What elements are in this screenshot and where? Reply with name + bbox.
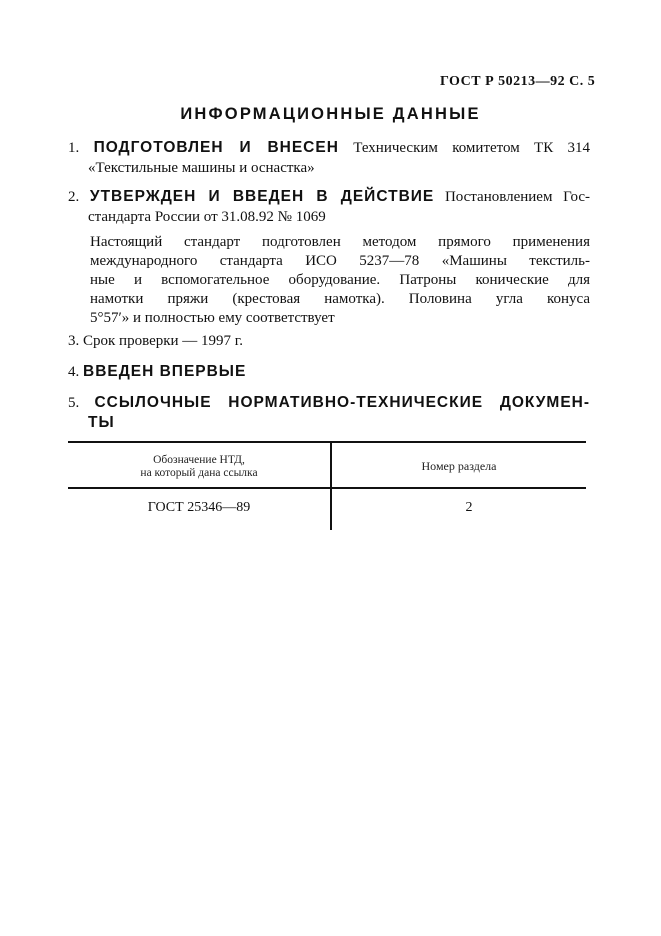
table-top-rule [68, 441, 586, 443]
item-4-heading: ВВЕДЕН ВПЕРВЫЕ [83, 363, 247, 380]
item-4 [68, 362, 590, 382]
item-2-line-2: стандарта России от 31.08.92 № 1069 [88, 209, 326, 225]
table-header-ntd-line-2: на который дана ссылка [140, 467, 258, 479]
table-column-divider [330, 443, 332, 530]
table-header-ntd-line-1: Обозначение НТД, [153, 454, 245, 466]
table-cell-section: 2 [465, 500, 473, 515]
document-code-header: ГОСТ Р 50213—92 С. 5 [440, 74, 596, 89]
page-title: ИНФОРМАЦИОННЫЕ ДАННЫЕ [180, 105, 481, 123]
paragraph-line: международного стандарта ИСО 5237—78 «Машины текстиль- [90, 253, 590, 269]
item-1-line-2: «Текстильные машины и оснастка» [88, 160, 315, 176]
paragraph-line: намотки пряжи (крестовая намотка). Половина угла конуса [90, 291, 590, 307]
item-1-heading: ПОДГОТОВЛЕН И ВНЕСЕН [93, 139, 339, 156]
item-1-text: Техническим комитетом ТК 314 [353, 140, 591, 156]
item-2 [68, 187, 590, 227]
standard-paragraph [90, 233, 590, 328]
item-1 [68, 138, 590, 178]
item-5-heading: ССЫЛОЧНЫЕ НОРМАТИВНО-ТЕХНИЧЕСКИЕ ДОКУМЕН- [94, 394, 591, 411]
item-2-text: Постановлением Гос- [444, 189, 590, 205]
paragraph-line: ные и вспомогательное оборудование. Патроны конические для [90, 272, 590, 288]
paragraph-line: Настоящий стандарт подготовлен методом прямого применения [90, 234, 590, 250]
table-header-section: Номер раздела [421, 459, 497, 473]
item-5-line-1 [68, 393, 590, 413]
item-3-number: 3. [68, 333, 80, 349]
item-4-number: 4. [68, 364, 80, 380]
table-cell-doc: ГОСТ 25346—89 [147, 500, 251, 515]
item-3-text: Срок проверки — 1997 г. [83, 333, 243, 349]
item-1-line-1 [68, 138, 590, 158]
item-5 [68, 393, 590, 433]
item-3 [68, 331, 590, 351]
item-5-heading-cont: ТЫ [88, 414, 115, 431]
item-2-heading: УТВЕРЖДЕН И ВВЕДЕН В ДЕЙСТВИЕ [89, 188, 435, 205]
table-header-ntd [68, 454, 330, 480]
item-2-line-1 [68, 187, 590, 207]
item-2-number: 2. [68, 189, 80, 205]
item-1-number: 1. [68, 140, 80, 156]
table-header-rule [68, 487, 586, 489]
paragraph-line: 5°57′» и полностью ему соответствует [90, 310, 335, 326]
item-5-number: 5. [68, 395, 80, 411]
